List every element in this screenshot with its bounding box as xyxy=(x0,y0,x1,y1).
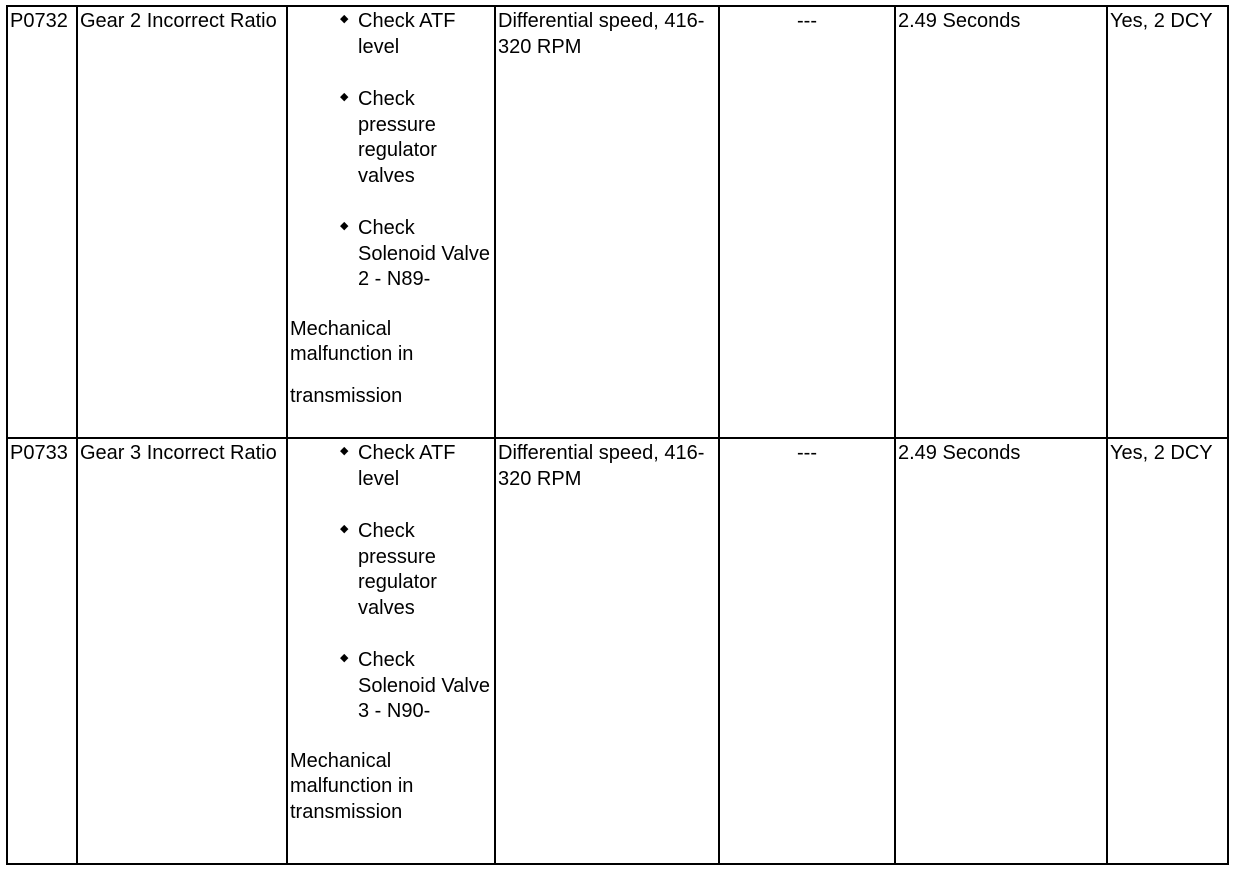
dtc-table xyxy=(6,5,1229,865)
enable-condition: Differential speed, 416-320 RPM xyxy=(495,6,719,438)
check-text: Check Solenoid Valve 3 - N90- xyxy=(358,649,490,722)
check-text: Check pressure regulator valves xyxy=(358,520,437,619)
diamond-bullet-icon: ◆ xyxy=(340,445,349,457)
check-list xyxy=(290,441,492,725)
table-row xyxy=(7,438,1228,864)
cause-line: malfunction in xyxy=(290,343,414,365)
list-item xyxy=(338,648,492,725)
diamond-bullet-icon: ◆ xyxy=(340,91,349,103)
mechanical-cause xyxy=(290,317,492,410)
list-item xyxy=(338,216,492,293)
check-text: Check pressure regulator valves xyxy=(358,88,437,187)
check-list xyxy=(290,9,492,293)
possible-causes xyxy=(287,6,495,438)
table-row xyxy=(7,6,1228,438)
threshold-value: --- xyxy=(719,6,895,438)
diamond-bullet-icon: ◆ xyxy=(340,220,349,232)
diamond-bullet-icon: ◆ xyxy=(340,13,349,25)
cause-line: transmission xyxy=(290,800,403,823)
mil-status: Yes, 2 DCY xyxy=(1107,438,1228,864)
dtc-description: Gear 3 Incorrect Ratio xyxy=(77,438,287,864)
mil-status: Yes, 2 DCY xyxy=(1107,6,1228,438)
monitor-time: 2.49 Seconds xyxy=(895,438,1107,864)
list-item xyxy=(338,441,492,492)
check-text: Check Solenoid Valve 2 - N89- xyxy=(358,217,490,290)
diamond-bullet-icon: ◆ xyxy=(340,652,349,664)
mechanical-cause xyxy=(290,749,492,826)
list-item xyxy=(338,519,492,621)
threshold-value: --- xyxy=(719,438,895,864)
cause-line: Mechanical xyxy=(290,317,392,340)
possible-causes xyxy=(287,438,495,864)
check-text: Check ATF level xyxy=(358,10,456,58)
cause-line: transmission xyxy=(290,384,403,407)
monitor-time: 2.49 Seconds xyxy=(895,6,1107,438)
diamond-bullet-icon: ◆ xyxy=(340,523,349,535)
enable-condition: Differential speed, 416-320 RPM xyxy=(495,438,719,864)
dtc-code: P0732 xyxy=(7,6,77,438)
check-text: Check ATF level xyxy=(358,442,456,490)
dtc-code: P0733 xyxy=(7,438,77,864)
dtc-description: Gear 2 Incorrect Ratio xyxy=(77,6,287,438)
list-item xyxy=(338,9,492,60)
list-item xyxy=(338,87,492,189)
cause-line: malfunction in xyxy=(290,775,414,797)
cause-line: Mechanical xyxy=(290,749,392,772)
